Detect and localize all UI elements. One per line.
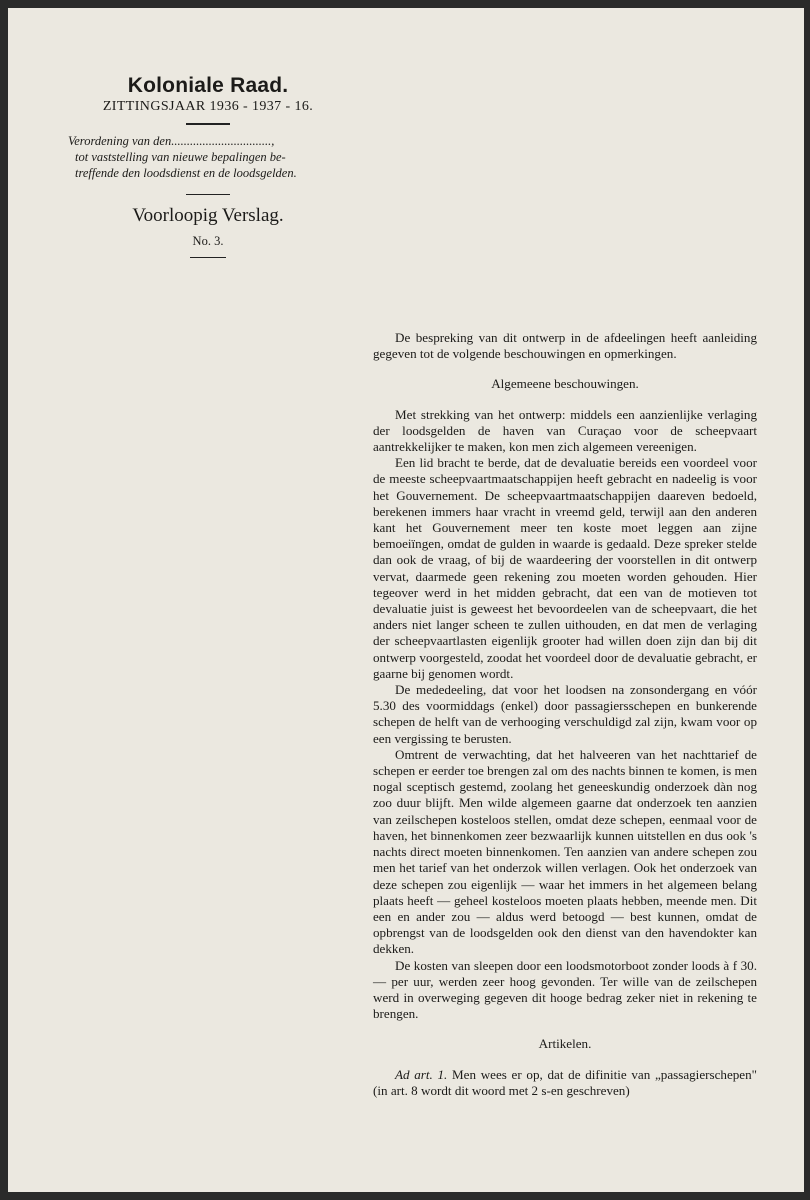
ordinance-line: tot vaststelling van nieuwe bepalingen be- <box>75 150 286 164</box>
header-block <box>63 74 353 258</box>
divider <box>190 257 226 258</box>
paragraph: Omtrent de verwachting, dat het halveeren van het nachttarief de schepen er eerder toe brengen zal om des nachts binnen te komen, is men nogal sceptisch gestemd, zoolang het geneeskundig onderzoek dàn nog zoo duur blijft. Men wilde algemeen gaarne dat onderzoek ten aanzien van zeilschepen kosteloos stellen, omdat deze schepen, eenmaal voor de haven, het binnenkomen zeer bezwaarlijk kunnen uitstellen en dus ook 's nachts direct moeten binnenkomen. Ten aanzien van andere schepen zou men het tarief van het onderzok willen verlagen. Ook het onderzoek van deze schepen zou eigenlijk — waar het immers in het algemeen belang plaats heeft — geheel kosteloos moeten plaats hebben, meende men. Dit een en ander zou — aldus werd betoogd — best kunnen, omdat de opbrengst van de loodsgelden ook den dienst van den havendokter kan dekken. <box>373 746 757 957</box>
paragraph: Met strekking van het ontwerp: middels een aanzienlijke verlaging der loodsgelden de haven van Curaçao voor de scheepvaart aantrekkelijker te maken, kon men zich algemeen vereenigen. <box>373 406 757 455</box>
report-title: Voorloopig Verslag. <box>132 205 284 226</box>
session-year: ZITTINGSJAAR 1936 - 1937 - 16. <box>102 99 314 114</box>
section-heading-articles: Artikelen. <box>538 1036 592 1052</box>
article-label: Ad art. 1. <box>395 1066 448 1082</box>
paragraph: De mededeeling, dat voor het loodsen na zonsondergang en vóór 5.30 des voormiddags (enkel) door passagiersschepen en bunkerende schepen de helft van de verhooging verschuldigd zal zijn, kwam voor op een vergissing te berusten. <box>373 682 757 746</box>
ordinance-line: Verordening van den................................, <box>68 134 275 148</box>
article-text: Men wees er op, dat de difinitie van „passagierschepen" (in art. 8 wordt dit woord met 2 s-en geschreven) <box>373 1066 758 1098</box>
section-heading-general: Algemeene beschouwingen. <box>491 376 639 392</box>
article-paragraph <box>373 1067 757 1099</box>
paragraph: De kosten van sleepen door een loodsmotorboot zonder loods à f 30.— per uur, werden zeer hoog gevonden. Ter wille van de zeilschepen werd in overweging gegeven dit hooge bedrag zeker niet in rekening te brengen. <box>373 957 757 1022</box>
paragraph: Een lid bracht te berde, dat de devaluatie bereids een voordeel voor de meeste scheepvaartmaatschappijen heeft gebracht en nadeelig is voor het Gouvernement. De scheepvaartmaatschappijen daareven bedoeld, berekenen immers haar vracht in vreemd geld, terwijl aan den anderen kant het Gouvernement meer ten koste moet leggen aan zijne bemoeiïngen, omdat de gulden in waarde is gedaald. Deze spreker stelde dan ook de vraag, of bij de waardeering der voorstellen in dit ontwerp vervat, daarmede geen rekening zou moeten worden gehouden. Hier tegeover werd in het midden gebracht, dat een van de motieven tot devaluatie juist is geweest het bevoordeelen van de scheepvaart, die het anders niet langer scheen te zullen uithouden, en dat men de verlaging der scheepvaartlasten eigenlijk grooter had willen doen zijn dan bij dit ontwerp voorgesteld, zoodat het voordeel door de devaluatie gebracht, er gaarne bij genomen wordt. <box>373 455 757 681</box>
ordinance-subject <box>63 133 353 181</box>
intro-paragraph: De bespreking van dit ontwerp in de afdeelingen heeft aanleiding gegeven tot de volgende beschouwingen en opmerkingen. <box>373 330 757 362</box>
divider <box>186 194 230 195</box>
ordinance-line: treffende den loodsdienst en de loodsgelden. <box>75 166 297 180</box>
report-number: No. 3. <box>192 234 224 248</box>
council-title: Koloniale Raad. <box>127 74 289 97</box>
divider <box>186 123 230 125</box>
report-body <box>373 330 757 1099</box>
document-page <box>8 8 804 1192</box>
